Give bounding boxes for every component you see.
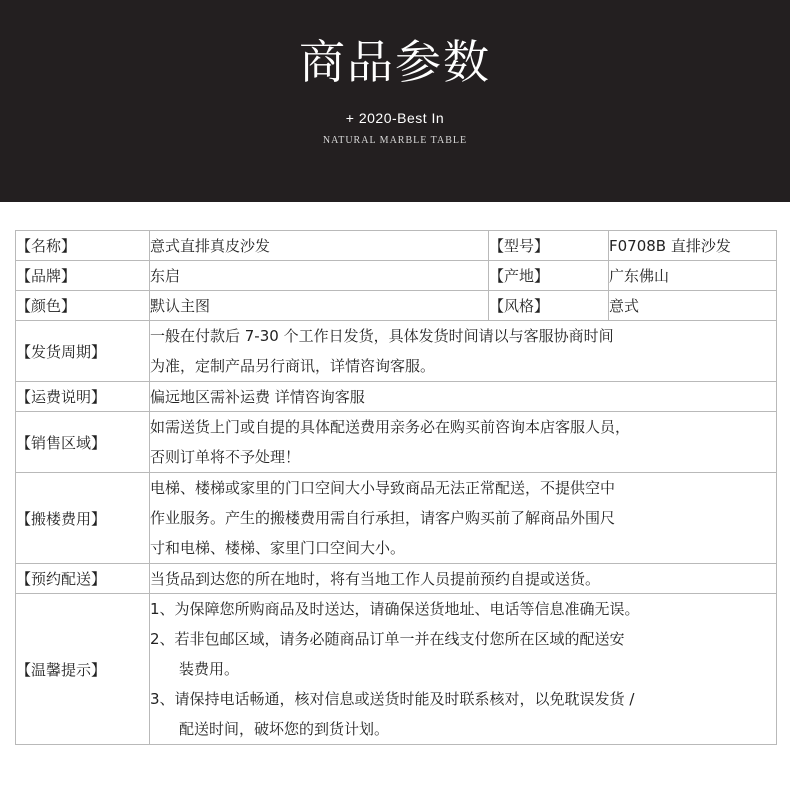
style-label: 【风格】 [489, 291, 609, 321]
model-value: F0708B 直排沙发 [609, 231, 777, 261]
stairs-fee-line: 寸和电梯、楼梯、家里门口空间大小。 [150, 539, 406, 557]
sales-area-label: 【销售区域】 [16, 412, 150, 473]
tips-line: 配送时间，破坏您的到货计划。 [179, 720, 390, 738]
sales-area-line: 否则订单将不予处理！ [150, 448, 301, 466]
table-row [16, 291, 777, 321]
header-banner [0, 0, 790, 202]
name-value: 意式直排真皮沙发 [150, 231, 489, 261]
delivery-cycle-line: 一般在付款后 7-30 个工作日发货，具体发货时间请以与客服协商时间 [150, 327, 614, 345]
brand-value: 东启 [150, 261, 489, 291]
tips-value [150, 594, 777, 745]
model-label: 【型号】 [489, 231, 609, 261]
table-row [16, 594, 777, 745]
banner-title: 商品参数 [299, 35, 491, 89]
stairs-fee-line: 作业服务。产生的搬楼费用需自行承担，请客户购买前了解商品外围尺 [150, 509, 616, 527]
delivery-cycle-line: 为准，定制产品另行商讯，详情咨询客服。 [150, 357, 436, 375]
name-label: 【名称】 [16, 231, 150, 261]
sales-area-line: 如需送货上门或自提的具体配送费用亲务必在购买前咨询本店客服人员， [150, 418, 631, 436]
stairs-fee-value [150, 473, 777, 564]
tips-line: 2、若非包邮区域，请务必随商品订单一并在线支付您所在区域的配送安 [150, 630, 625, 648]
tips-line: 1、为保障您所购商品及时送达，请确保送货地址、电话等信息准确无误。 [150, 600, 640, 618]
banner-subtitle: + 2020-Best In [345, 110, 445, 126]
origin-label: 【产地】 [489, 261, 609, 291]
tips-line: 装费用。 [179, 660, 240, 678]
table-row [16, 382, 777, 412]
table-row [16, 412, 777, 473]
sales-area-value [150, 412, 777, 473]
color-label: 【颜色】 [16, 291, 150, 321]
stairs-fee-label: 【搬楼费用】 [16, 473, 150, 564]
tips-line: 3、请保持电话畅通，核对信息或送货时能及时联系核对，以免耽误发货 / [150, 690, 635, 708]
delivery-cycle-label: 【发货周期】 [16, 321, 150, 382]
origin-value: 广东佛山 [609, 261, 777, 291]
table-row [16, 564, 777, 594]
color-value: 默认主图 [150, 291, 489, 321]
table-row [16, 231, 777, 261]
appointment-value: 当货品到达您的所在地时，将有当地工作人员提前预约自提或送货。 [150, 564, 777, 594]
shipping-value: 偏远地区需补运费 详情咨询客服 [150, 382, 777, 412]
table-row [16, 321, 777, 382]
table-row [16, 473, 777, 564]
tips-label: 【温馨提示】 [16, 594, 150, 745]
table-row [16, 261, 777, 291]
appointment-label: 【预约配送】 [16, 564, 150, 594]
shipping-label: 【运费说明】 [16, 382, 150, 412]
style-value: 意式 [609, 291, 777, 321]
banner-caption: NATURAL MARBLE TABLE [322, 135, 468, 146]
stairs-fee-line: 电梯、楼梯或家里的门口空间大小导致商品无法正常配送，不提供空中 [150, 479, 616, 497]
delivery-cycle-value [150, 321, 777, 382]
spec-table [15, 230, 777, 745]
brand-label: 【品牌】 [16, 261, 150, 291]
